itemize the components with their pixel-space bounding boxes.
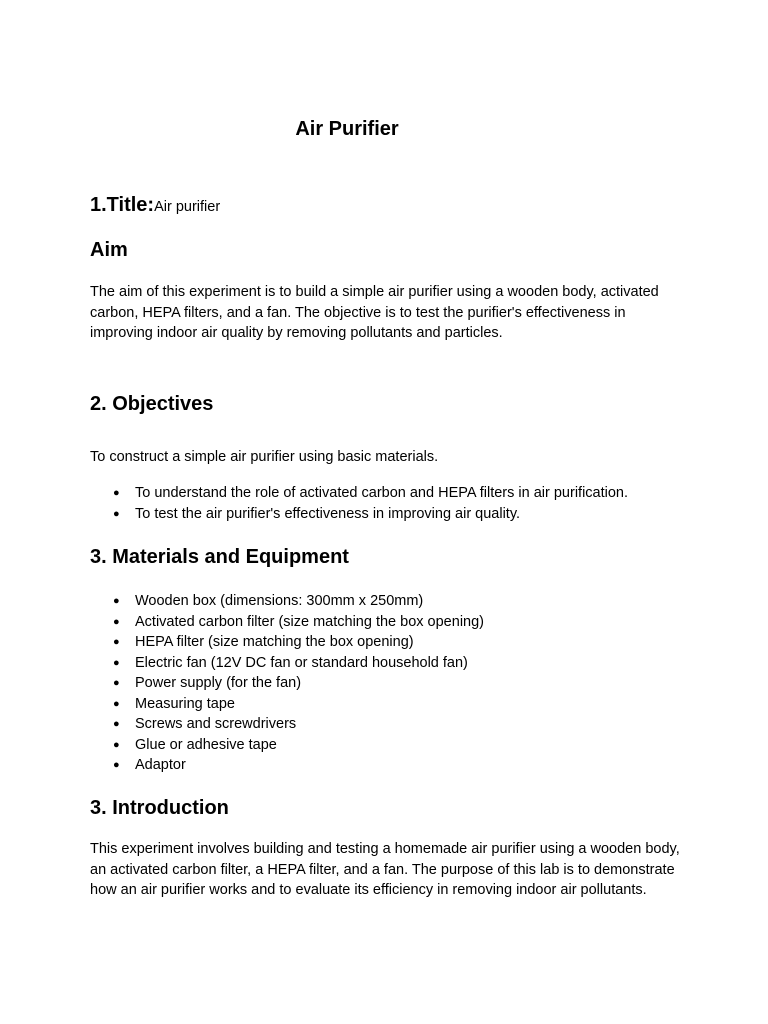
title-section-label: 1.Title: xyxy=(90,194,155,216)
list-item: ● Screws and screwdrivers xyxy=(90,714,690,735)
list-item: ● To test the air purifier's effectiveness in improving air quality. xyxy=(90,504,690,525)
list-item: ● HEPA filter (size matching the box opening) xyxy=(90,632,690,653)
materials-list xyxy=(90,591,690,776)
list-item: ● Measuring tape xyxy=(90,694,690,715)
introduction-heading: 3. Introduction xyxy=(90,797,229,819)
aim-heading: Aim xyxy=(90,239,128,261)
list-item: ● Adaptor xyxy=(90,755,690,776)
list-item: ● Wooden box (dimensions: 300mm x 250mm) xyxy=(90,591,690,612)
objectives-list xyxy=(90,483,690,524)
list-item: ● Power supply (for the fan) xyxy=(90,673,690,694)
list-item: ● Activated carbon filter (size matching the box opening) xyxy=(90,612,690,633)
objectives-intro: To construct a simple air purifier using basic materials. xyxy=(90,449,439,465)
document-title: Air Purifier xyxy=(295,118,399,140)
materials-heading: 3. Materials and Equipment xyxy=(90,546,349,568)
list-item: ● Glue or adhesive tape xyxy=(90,735,690,756)
list-item: ● To understand the role of activated carbon and HEPA filters in air purification. xyxy=(90,483,690,504)
introduction-paragraph: This experiment involves building and testing a homemade air purifier using a wooden body, an activated carbon filter, a HEPA filter, and a fan. The purpose of this lab is to demonstrate how an air purifier works and to evaluate its efficiency in removing indoor air pollutants. xyxy=(90,841,680,898)
title-section xyxy=(90,192,220,220)
aim-paragraph: The aim of this experiment is to build a simple air purifier using a wooden body, activated carbon, HEPA filters, and a fan. The objective is to test the purifier's effectiveness in improving indoor air quality by removing pollutants and particles. xyxy=(90,284,659,341)
objectives-heading: 2. Objectives xyxy=(90,393,214,415)
list-item: ● Electric fan (12V DC fan or standard household fan) xyxy=(90,653,690,674)
title-section-value: Air purifier xyxy=(154,199,221,215)
